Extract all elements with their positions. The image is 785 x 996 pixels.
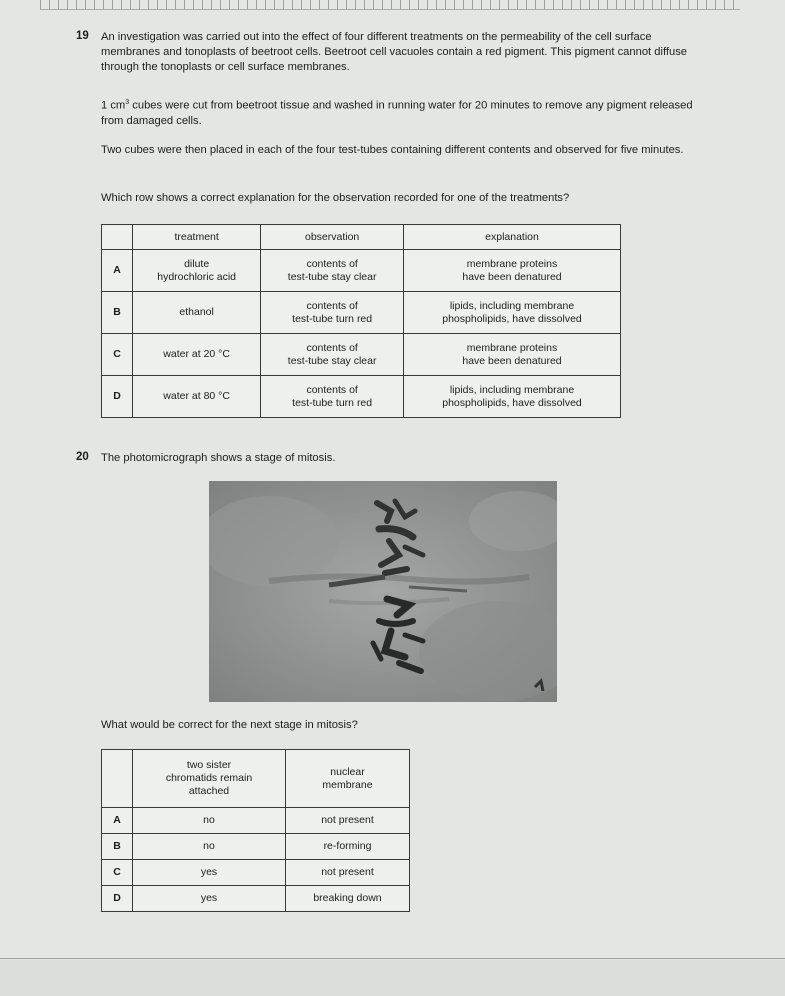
q20-intro-text: The photomicrograph shows a stage of mitosis. bbox=[101, 452, 336, 464]
question-20-number: 20 bbox=[76, 451, 89, 463]
row-label bbox=[102, 292, 133, 334]
cell-line: lipids, including membrane bbox=[449, 383, 575, 396]
col-header-observation: observation bbox=[261, 225, 404, 250]
cell-line: dilute bbox=[184, 257, 210, 270]
question-20-prompt bbox=[101, 718, 699, 733]
treatment-cell bbox=[133, 334, 261, 376]
observation-cell bbox=[261, 334, 404, 376]
cell-line: lipids, including membrane bbox=[449, 299, 575, 312]
membrane-cell bbox=[286, 860, 410, 886]
cell-line: ethanol bbox=[179, 306, 214, 318]
cell-line: have been denatured bbox=[462, 354, 562, 367]
cell-line: contents of bbox=[306, 257, 358, 270]
table-row bbox=[102, 376, 621, 418]
cell-line: membrane proteins bbox=[466, 257, 558, 270]
chromatids-cell bbox=[133, 808, 286, 834]
table-row bbox=[102, 834, 410, 860]
q19-intro-text: An investigation was carried out into the effect of four different treatments on the permeability of the cell surface membranes and tonoplasts of beetroot cells. Beetroot cell vacuoles contain a red pigment. This pigment cannot diffuse through the tonoplasts or cell surface membranes. bbox=[101, 31, 688, 73]
explanation-cell bbox=[404, 334, 621, 376]
row-label bbox=[102, 886, 133, 912]
question-20-table bbox=[101, 749, 410, 912]
cell-line: re-forming bbox=[323, 840, 372, 852]
cell-line: C bbox=[113, 348, 121, 360]
table-row bbox=[102, 808, 410, 834]
q19-question-text: Which row shows a correct explanation for the observation recorded for one of the treatments? bbox=[101, 192, 570, 204]
question-19-intro bbox=[101, 30, 699, 75]
cell-line: contents of bbox=[306, 299, 358, 312]
cell-line: test-tube turn red bbox=[292, 312, 373, 325]
row-label bbox=[102, 376, 133, 418]
cell-line: water at 80 °C bbox=[163, 390, 230, 402]
cell-line: membrane proteins bbox=[466, 341, 558, 354]
cell-line: hydrochloric acid bbox=[157, 270, 237, 283]
chromatids-cell bbox=[133, 860, 286, 886]
question-19-table bbox=[101, 224, 621, 418]
header-line: nuclear bbox=[330, 765, 365, 778]
cell-line: have been denatured bbox=[462, 270, 562, 283]
cell-line: not present bbox=[321, 866, 374, 878]
cell-line: D bbox=[113, 390, 121, 402]
cell-line: test-tube turn red bbox=[292, 396, 373, 409]
cell-line: breaking down bbox=[313, 892, 382, 904]
mitosis-photomicrograph bbox=[209, 481, 557, 702]
page-bottom-band bbox=[0, 960, 785, 996]
header-line: membrane bbox=[322, 778, 373, 791]
cubes-description: cubes were cut from beetroot tissue and washed in running water for 20 minutes to remove any pigment released from damaged cells. bbox=[101, 99, 693, 127]
chromatids-cell bbox=[133, 834, 286, 860]
header-line: chromatids remain bbox=[165, 772, 253, 784]
cell-line: contents of bbox=[306, 383, 358, 396]
cell-line: no bbox=[203, 814, 215, 826]
treatment-cell bbox=[133, 292, 261, 334]
cell-line: A bbox=[113, 814, 121, 826]
row-label bbox=[102, 250, 133, 292]
table-row bbox=[102, 250, 621, 292]
explanation-cell bbox=[404, 292, 621, 334]
question-19-number: 19 bbox=[76, 30, 89, 42]
chromatids-cell bbox=[133, 886, 286, 912]
cell-line: contents of bbox=[306, 341, 358, 354]
observation-cell bbox=[261, 292, 404, 334]
row-label bbox=[102, 808, 133, 834]
header-line: two sister bbox=[186, 759, 232, 771]
explanation-cell bbox=[404, 376, 621, 418]
row-label bbox=[102, 334, 133, 376]
table-row bbox=[102, 334, 621, 376]
table-corner bbox=[102, 225, 133, 250]
table-row bbox=[102, 886, 410, 912]
q19-cubes-text bbox=[101, 95, 699, 129]
row-label bbox=[102, 834, 133, 860]
table-row bbox=[102, 292, 621, 334]
row-label bbox=[102, 860, 133, 886]
q19-placement-text: Two cubes were then placed in each of the four test-tubes containing different contents and observed for five minutes. bbox=[101, 144, 684, 156]
ruler-edge bbox=[0, 0, 785, 16]
question-19-prompt bbox=[101, 191, 699, 206]
col-header-chromatids bbox=[133, 750, 286, 808]
question-20-intro bbox=[101, 451, 699, 466]
table-row bbox=[102, 860, 410, 886]
table-corner bbox=[102, 750, 133, 808]
cube-size: 1 cm bbox=[101, 99, 126, 112]
cell-line: test-tube stay clear bbox=[287, 270, 377, 283]
page-bottom-edge bbox=[0, 958, 785, 959]
cell-line: B bbox=[113, 306, 121, 318]
cell-line: not present bbox=[321, 814, 374, 826]
treatment-cell bbox=[133, 250, 261, 292]
membrane-cell bbox=[286, 834, 410, 860]
explanation-cell bbox=[404, 250, 621, 292]
membrane-cell bbox=[286, 808, 410, 834]
cube-size-exponent: 3 bbox=[125, 99, 130, 106]
membrane-cell bbox=[286, 886, 410, 912]
cell-line: B bbox=[113, 840, 121, 852]
cell-line: yes bbox=[200, 866, 218, 878]
q20-question-text: What would be correct for the next stage in mitosis? bbox=[101, 719, 358, 731]
cell-line: test-tube stay clear bbox=[287, 354, 377, 367]
col-header-nuclear-membrane bbox=[286, 750, 410, 808]
cell-line: D bbox=[113, 892, 121, 904]
col-header-treatment: treatment bbox=[133, 225, 261, 250]
cell-line: phospholipids, have dissolved bbox=[442, 312, 582, 325]
header-line: attached bbox=[188, 785, 230, 797]
cell-line: water at 20 °C bbox=[163, 348, 230, 360]
cell-line: C bbox=[113, 866, 121, 878]
question-19-cubes bbox=[101, 95, 699, 129]
cell-line: A bbox=[113, 264, 121, 276]
cell-line: yes bbox=[200, 892, 218, 904]
observation-cell bbox=[261, 250, 404, 292]
col-header-explanation: explanation bbox=[404, 225, 621, 250]
cell-line: no bbox=[203, 840, 215, 852]
observation-cell bbox=[261, 376, 404, 418]
treatment-cell bbox=[133, 376, 261, 418]
cell-line: phospholipids, have dissolved bbox=[442, 396, 582, 409]
question-19-placement bbox=[101, 143, 699, 158]
